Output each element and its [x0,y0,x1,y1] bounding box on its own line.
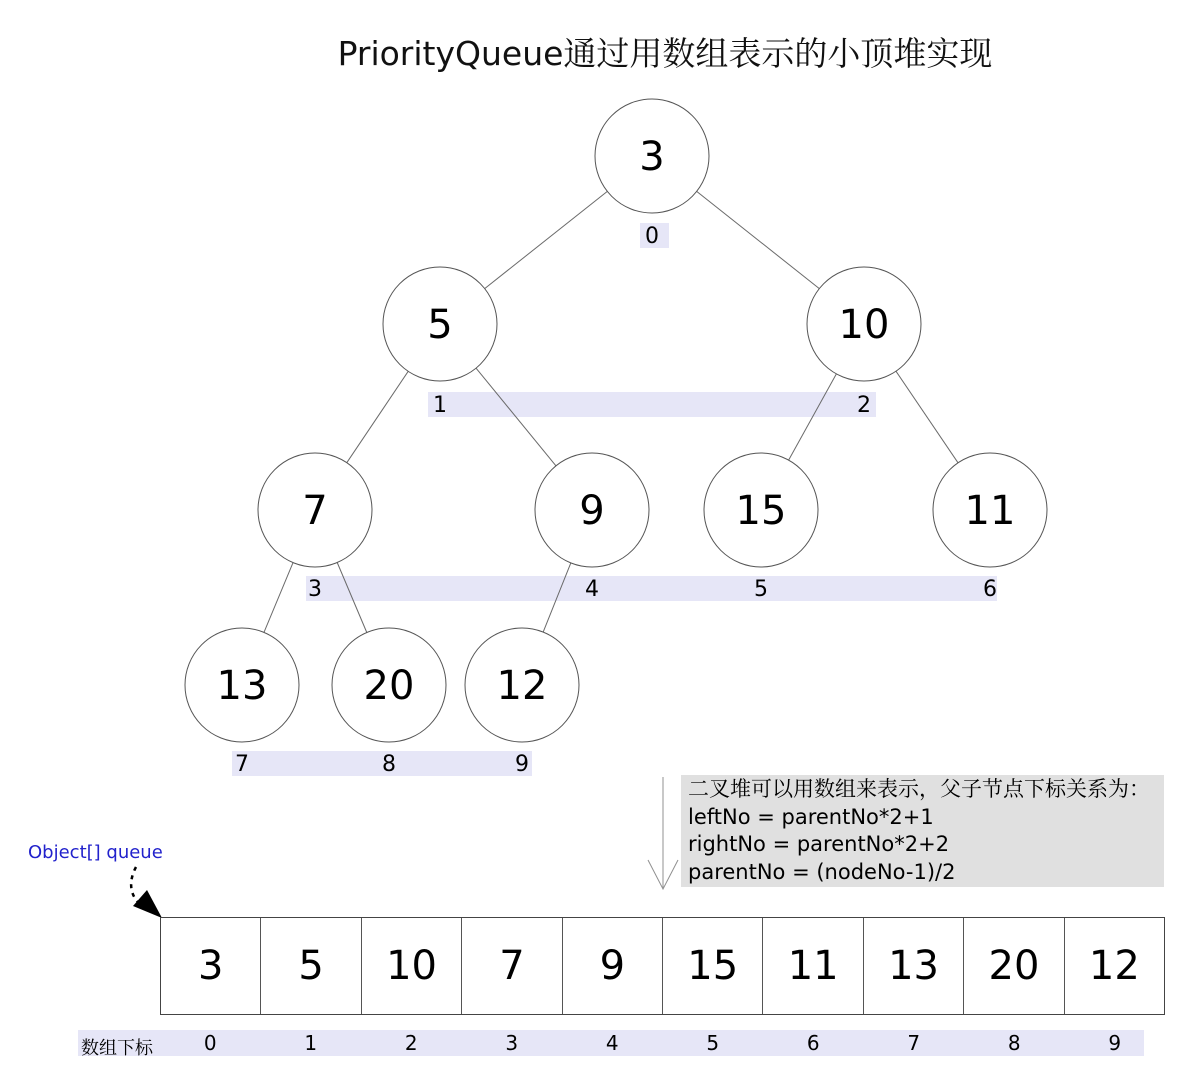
array-cell: 12 [1064,918,1164,1014]
array-cell: 11 [762,918,862,1014]
index-band-label: 9 [515,752,529,777]
index-band-label: 1 [433,393,447,418]
tree-node-value: 7 [302,488,328,534]
array-index-label: 1 [304,1031,318,1055]
array-index-label: 4 [605,1031,619,1055]
array-index-label: 9 [1108,1031,1122,1055]
array-cell: 15 [662,918,762,1014]
array-index-label: 7 [907,1031,921,1055]
tree-node-value: 10 [838,302,890,348]
index-band-label: 6 [983,577,997,602]
index-band [306,576,997,601]
array-cell: 10 [361,918,461,1014]
tree-node-value: 11 [964,488,1016,534]
tree-node-value: 15 [735,488,787,534]
array-cell: 7 [461,918,561,1014]
tree-node-value: 20 [363,663,415,709]
tree-node-value: 12 [496,663,548,709]
tree-node-value: 9 [579,488,605,534]
array-cell: 9 [562,918,662,1014]
array-index-band [78,1030,1144,1059]
index-band-label: 5 [754,577,768,602]
array-cell: 3 [197,943,224,989]
array-index-band-title: 数组下标 [81,1038,153,1059]
index-band-label: 0 [645,224,659,249]
array-index-label: 8 [1007,1031,1021,1055]
index-band-label: 7 [235,752,249,777]
annotation-line: parentNo = (nodeNo-1)/2 [688,859,956,884]
annotation-line: rightNo = parentNo*2+2 [688,832,950,856]
array-index-label: 5 [706,1031,720,1055]
array-index-label: 6 [806,1031,820,1055]
annotation-box [681,775,1164,887]
index-band-label: 3 [308,577,322,602]
index-band-label: 4 [585,577,599,602]
array-index-label: 0 [203,1031,217,1055]
tree-node-value: 3 [639,134,665,180]
array-cell: 13 [863,918,963,1014]
tree-edge [896,371,958,463]
annotation-line: leftNo = parentNo*2+1 [688,804,934,829]
annotation-line: 二叉堆可以用数组来表示，父子节点下标关系为： [688,777,1150,801]
tree-edge [485,191,608,288]
heap-array [160,917,1165,1015]
tree-edge [697,191,820,288]
array-pointer-label: Object[] queue [28,842,163,863]
array-index-label: 3 [505,1031,519,1055]
array-cell: 5 [260,918,360,1014]
array-cell: 20 [963,918,1063,1014]
page-title: PriorityQueue通过用数组表示的小顶堆实现 [337,34,993,73]
array-index-label: 2 [404,1031,418,1055]
tree-edge [347,371,408,462]
index-band [428,392,876,417]
tree-node-value: 5 [427,302,453,348]
index-band-label: 8 [382,752,396,777]
tree-node-value: 13 [216,663,268,709]
curved-arrow-head [133,890,162,918]
tree-edge [264,563,293,633]
index-band-label: 2 [857,393,871,418]
